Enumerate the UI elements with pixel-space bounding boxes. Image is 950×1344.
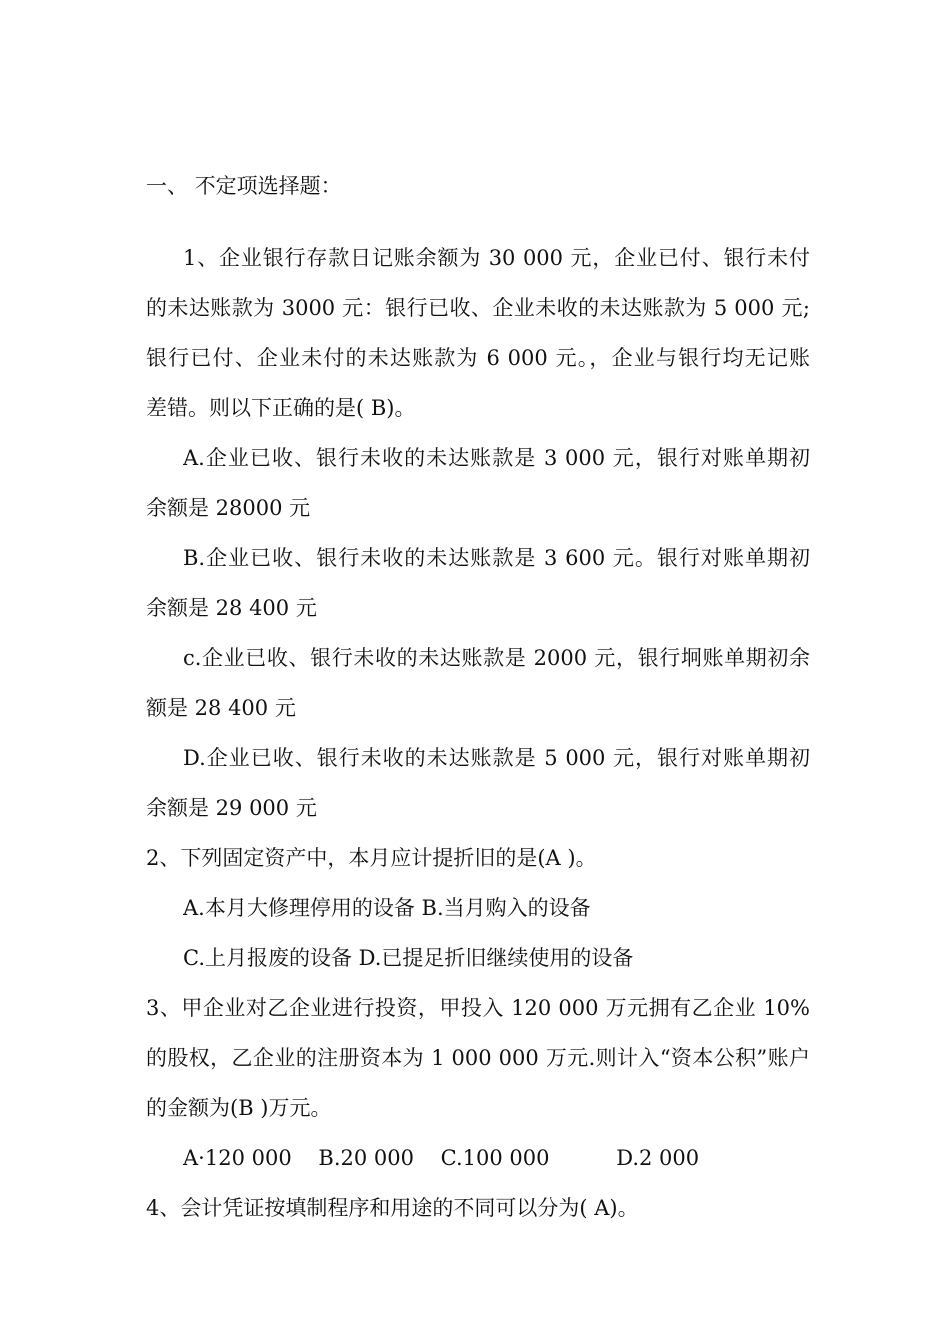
q1-option-c-line-2: 额是 28 400 元 [146,696,296,720]
q3-stem-line-3: 的金额为(B )万元。 [146,1096,332,1120]
q1-option-c-line-1: c.企业已收、银行未收的未达账款是 2000 元，银行坰账单期初余 [183,646,810,670]
q2-options-line-2: C.上月报废的设备 D.已提足折旧继续使用的设备 [183,946,634,970]
q3-stem-line-2: 的股权，乙企业的注册资本为 1 000 000 万元.则计入“资本公积”账户 [146,1046,810,1070]
q1-option-a-line-1: A.企业已收、银行未收的未达账款是 3 000 元，银行对账单期初 [183,446,810,470]
q4-stem: 4、会计凭证按填制程序和用途的不同可以分为( A)。 [146,1196,639,1220]
q2-options-line-1: A.本月大修理停用的设备 B.当月购入的设备 [183,896,591,920]
q1-stem-line-2: 的未达账款为 3000 元：银行已收、企业未收的未达账款为 5 000 元; [146,296,810,320]
q1-stem-line-3: 银行已付、企业未付的未达账款为 6 000 元。，企业与银行均无记账 [146,346,810,370]
q1-option-d-line-1: D.企业已收、银行未收的未达账款是 5 000 元，银行对账单期初 [183,746,810,770]
q1-option-b-line-1: B.企业已收、银行未收的未达账款是 3 600 元。银行对账单期初 [183,546,810,570]
q1-option-a-line-2: 余额是 28000 元 [146,496,311,520]
q1-stem-line-1: 1、企业银行存款日记账余额为 30 000 元，企业已付、银行未付 [183,246,810,270]
q3-options: A·120 000 B.20 000 C.100 000 D.2 000 [183,1146,700,1170]
q2-stem: 2、下列固定资产中，本月应计提折旧的是(A )。 [146,846,597,870]
q3-stem-line-1: 3、甲企业对乙企业进行投资，甲投入 120 000 万元拥有乙企业 10% [146,996,810,1020]
q1-stem-line-4: 差错。则以下正确的是( B)。 [146,396,416,420]
section-heading: 一、 不定项选择题： [146,174,342,198]
q1-option-b-line-2: 余额是 28 400 元 [146,596,317,620]
q1-option-d-line-2: 余额是 29 000 元 [146,796,317,820]
